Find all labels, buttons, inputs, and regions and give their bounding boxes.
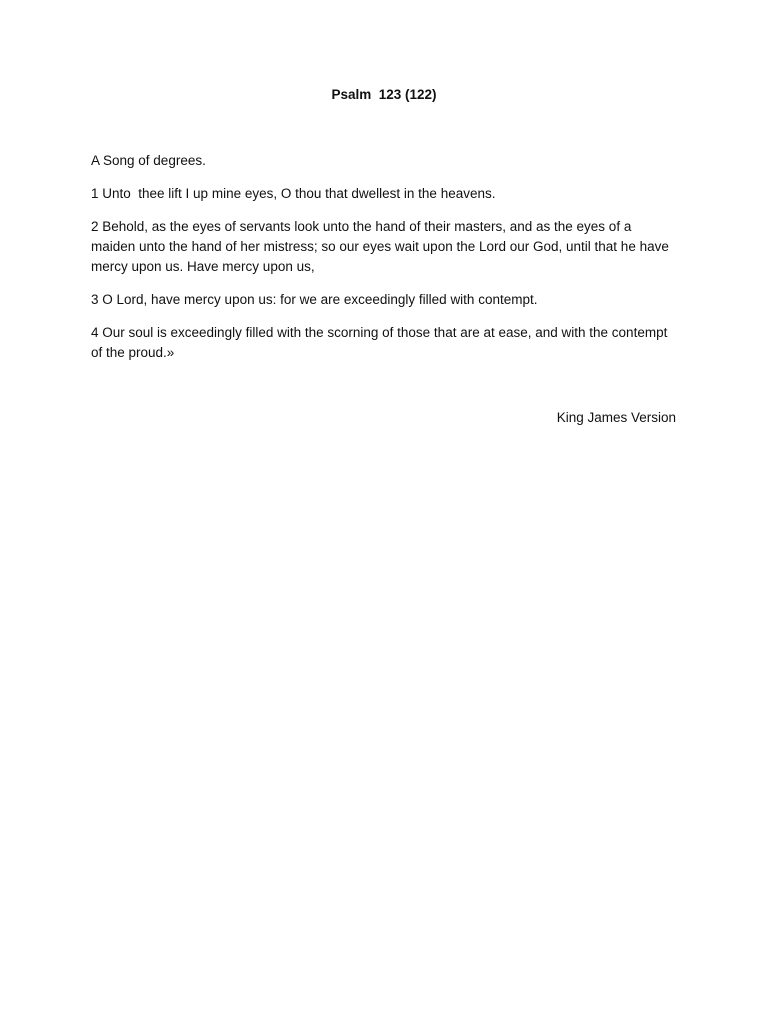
translation-attribution: King James Version: [556, 410, 676, 425]
superscription: A Song of degrees.: [91, 153, 206, 168]
verse-2: 2 Behold, as the eyes of servants look unto the hand of their masters, and as the eyes of a maiden unto the hand of her mistress; so our eyes wait upon the Lord our God, until that he have mercy upon us. Have mercy upon us,: [91, 219, 673, 274]
verse-1: 1 Unto thee lift I up mine eyes, O thou that dwellest in the heavens.: [91, 186, 496, 201]
psalm-title: Psalm 123 (122): [331, 87, 437, 102]
verse-3: 3 O Lord, have mercy upon us: for we are exceedingly filled with contempt.: [91, 292, 538, 307]
verse-4: 4 Our soul is exceedingly filled with the scorning of those that are at ease, and with the contempt of the proud.»: [91, 325, 672, 360]
psalm-body: [91, 151, 679, 376]
